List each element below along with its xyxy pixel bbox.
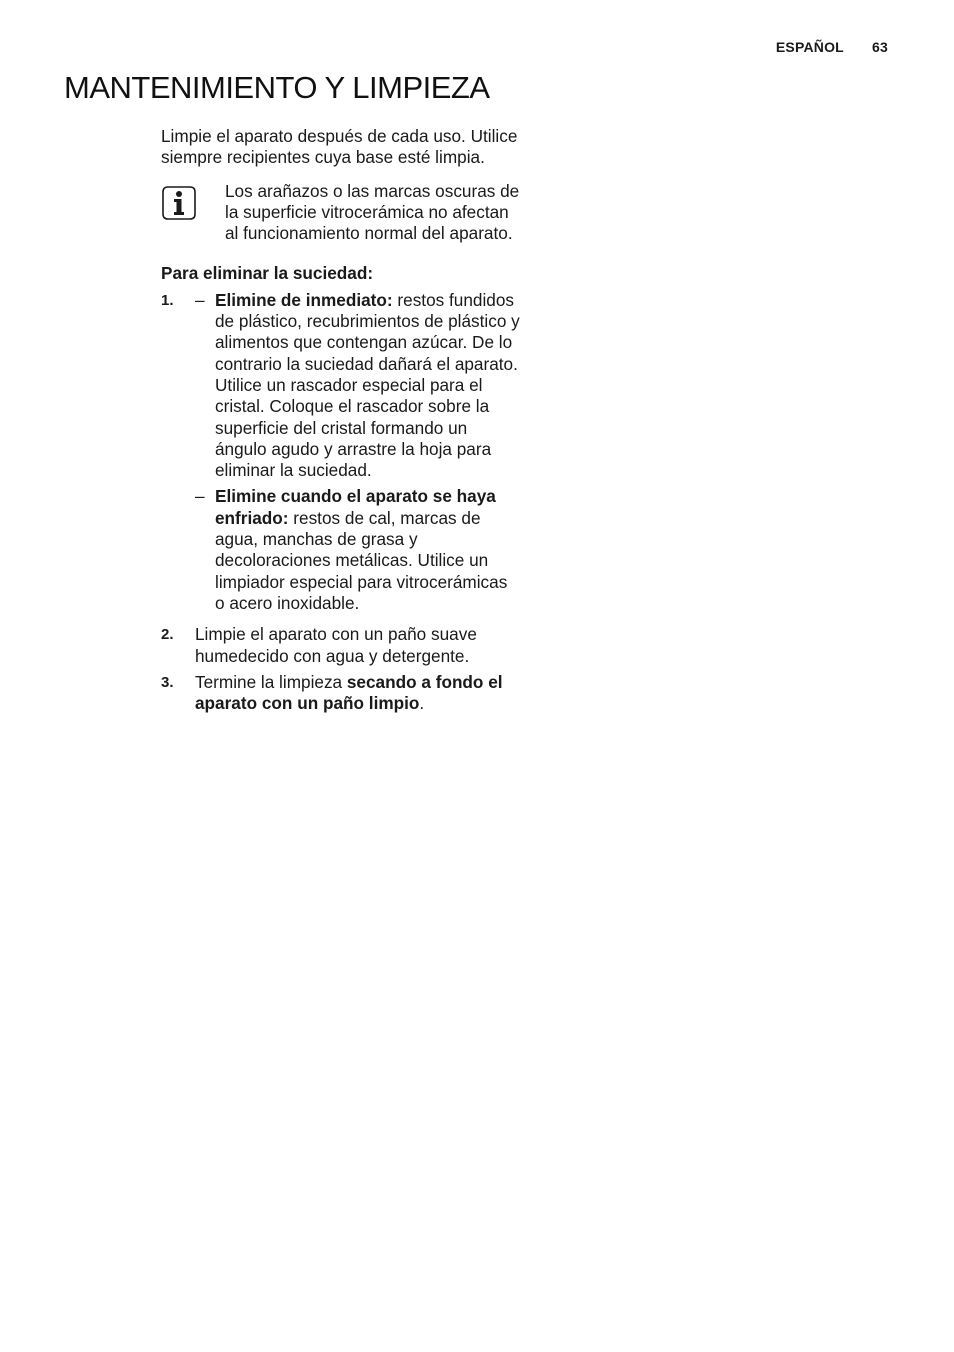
sub-item [195, 290, 521, 482]
list-item [161, 672, 521, 715]
step-text: Termine la limpieza [195, 671, 347, 692]
sub-item-text: restos de cal, marcas de agua, manchas de grasa y decoloraciones metálicas. Utilice un limpiador especial para vitrocerámicas o acero inoxidable. [215, 507, 508, 613]
page-number: 63 [872, 39, 888, 55]
language-label: ESPAÑOL [775, 39, 844, 55]
step-text-end: . [419, 693, 425, 714]
sub-item-bold: Elimine cuando el aparato se haya enfriado: [215, 486, 496, 528]
sub-item-bold: Elimine de inmediato: [215, 289, 393, 310]
dash-marker: – [195, 289, 205, 310]
intro-paragraph: Limpie el aparato después de cada uso. Utilice siempre recipientes cuya base esté limpia. [161, 126, 518, 168]
page-title: MANTENIMIENTO Y LIMPIEZA [64, 70, 490, 105]
dash-marker: – [195, 486, 205, 507]
step-number: 2. [161, 626, 174, 644]
step-text: Limpie el aparato con un paño suave humedecido con agua y detergente. [195, 624, 477, 666]
sub-item [195, 486, 521, 614]
info-note [161, 181, 521, 245]
step-number: 1. [161, 291, 174, 309]
step-text-bold: secando a fondo el aparato con un paño limpio [195, 671, 503, 714]
list-item [161, 624, 521, 667]
main-content [161, 126, 521, 719]
page-header [776, 39, 888, 55]
info-note-text: Los arañazos o las marcas oscuras de la superficie vitrocerámica no afectan al funcionamiento normal del aparato. [225, 180, 520, 244]
step-number: 3. [161, 673, 174, 691]
steps-list [161, 290, 521, 715]
sub-item-text: restos fundidos de plástico, recubrimientos de plástico y alimentos que contengan azúcar. De lo contrario la suciedad dañará el aparato. Utilice un rascador especial para el cristal. Coloque el rascador sobre la superficie del cristal formando un ángulo agudo y arrastre la hoja para eliminar la suciedad. [215, 289, 520, 481]
section-subheading: Para eliminar la suciedad: [161, 263, 374, 284]
info-icon [161, 185, 197, 221]
list-item [161, 290, 521, 619]
